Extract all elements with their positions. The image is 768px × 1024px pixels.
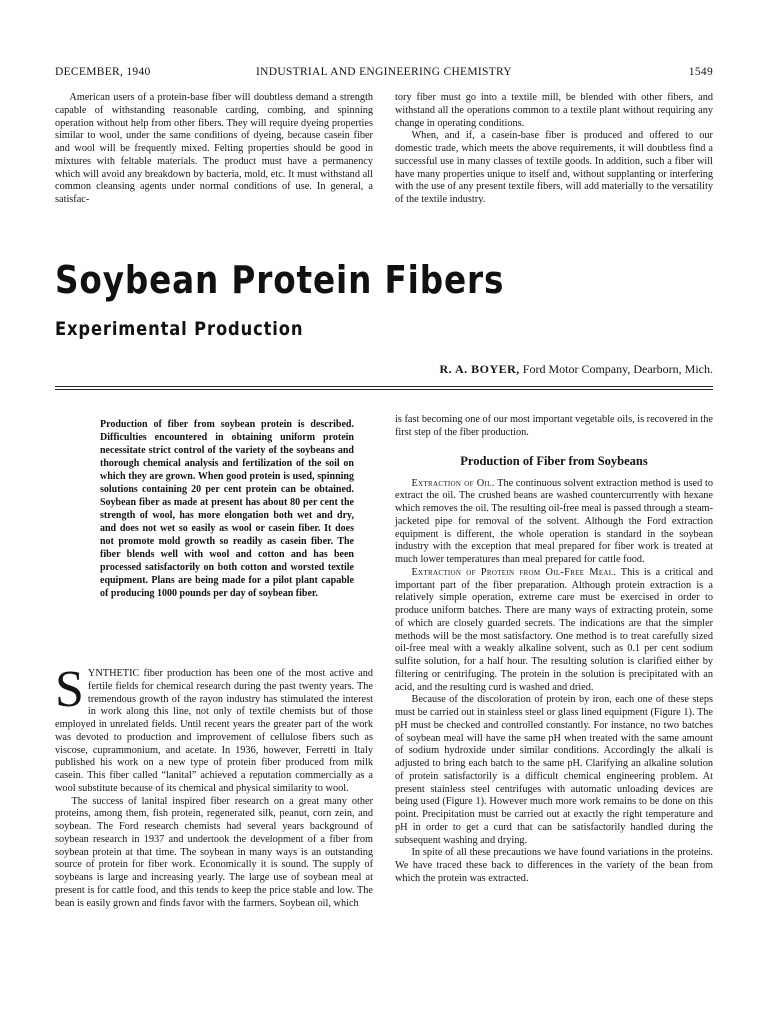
body-paragraph: The success of lanital inspired fiber research on a great many other proteins, among them, fish protein, regenerated silk, peanut, corn zein, and soybean. The Ford research chemists had several years background of soybean research in 1937 and undertook the development of a fiber from soybean protein at that time. The soybean in many ways is an outstanding source of protein for fiber work. Economically it is sound. The supply of soybeans is large and increasing yearly. The large use of soybean meal at present is for cattle food, and this tends to keep the price stable and low. The bean is easily grown and finds favor with the farmers. Soybean oil, which <box>55 795 373 909</box>
paragraph-text: This is a critical and important part of the fiber preparation. Although protein extraction is a relatively simple operation, extreme care must be exercised in order to produce uniform batches. There are many ways of extracting protein, some of which are closely guarded secrets. The indications are that the simpler methods will be the most satisfactory. One method is to treat carefully sized oil-free meal with a weakly alkaline solvent, such as 0.1 per cent sodium sulfite solution, for a half hour. The resulting solution is clarified either by filtering or centrifuging. The protein in the solution is precipitated with an acid, and the resulting curd is washed and dried. <box>395 566 714 693</box>
oil-extraction-paragraph <box>395 478 713 567</box>
section-heading: Production of Fiber from Soybeans <box>460 453 648 468</box>
article-subtitle: Experimental Production <box>55 318 304 340</box>
intro-text: YNTHETIC fiber production has been one of the most active and fertile fields for chemical research during the past twenty years. The tremendous growth of the rayon industry has stimulated the interest in work along this line, not only of textile chemists but of those employed in unrelated fields. Until recent years the greater part of the work was devoted to production and improvement of cellulose fibers such as viscose, cuprammonium, and acetate. In 1936, however, Ferretti in Italy published his work on a new type of protein fiber produced from milk casein. This fiber called “lanital” achieved a reputation commercially as a wool substitute because of its chemical and physical similarity to wool. <box>55 668 373 794</box>
author-affiliation: Ford Motor Company, Dearborn, Mich. <box>522 362 713 376</box>
drop-cap: S <box>55 661 84 718</box>
title-rule <box>55 386 713 390</box>
header-date: DECEMBER, 1940 <box>55 66 151 78</box>
body-paragraph: In spite of all these precautions we have found variations in the proteins. We have traced these back to differences in the variety of the bean from which the protein was extracted. <box>395 847 713 884</box>
body-paragraph: Because of the discoloration of protein by iron, each one of these steps must be carried out in stainless steel or glass lined equipment (Figure 1). The pH must be checked and controlled constantly. For instance, no two batches of soybean meal will have the same pH when treated with the same amount of sodium hydroxide under similar conditions. Accordingly the alkali is adjusted to bring each batch to the same pH. Clarifying an alkaline solution of protein satisfactorily is a difficult chemical engineering problem. At present stainless steel centrifuges with automatic unloading devices are being used (Figure 1). However much more work remains to be done on this point. Precipitation must be carried out at exactly the right temperature and pH in order to get a curd that can be satisfactorily handled during the subsequent washing and drying. <box>395 694 713 846</box>
body-right-column <box>395 414 713 886</box>
preceding-paragraph: When, and if, a casein-base fiber is produced and offered to our domestic trade, which meets the above requirements, it will doubtless find a successful use in many classes of textile goods. In addition, such a fiber will have many properties unique to itself and, without supplanting or interfering with the use of any present textile fibers, will add materially to the versatility of the textile industry. <box>395 130 713 205</box>
preceding-paragraph: tory fiber must go into a textile mill, be blended with other fibers, and withstand all the operations common to a textile plant without requiring any change in operating conditions. <box>395 92 713 129</box>
preceding-article-left-column <box>55 92 373 207</box>
author-line <box>439 362 713 377</box>
abstract: Production of fiber from soybean protein is described. Difficulties encountered in obtaining uniform protein necessitate strict control of the variety of the soybeans and thorough chemical analysis and fertilization of the soil on which they are grown. When good protein is used, spinning solutions containing 20 per cent protein can be obtained. Soybean fiber as made at present has about 80 per cent the strength of wool, has more elongation both wet and dry, and does not wet so easily as wool or casein fiber. It does not promote mold growth so readily as casein fiber. The fiber blends well with wool and cotton and has been processed satisfactorily on both cotton and worsted textile equipment. Plans are being made for a pilot plant capable of producing 1000 pounds per day of soybean fiber. <box>100 419 354 599</box>
protein-extraction-paragraph <box>395 567 713 695</box>
body-paragraph: is fast becoming one of our most important vegetable oils, is recovered in the first step of the fiber production. <box>395 414 713 438</box>
header-page-number: 1549 <box>688 66 713 78</box>
preceding-article-right-column <box>395 92 713 207</box>
runin-heading: Extraction of Protein from Oil-Free Meal. <box>411 566 617 578</box>
header-journal: INDUSTRIAL AND ENGINEERING CHEMISTRY <box>255 66 513 78</box>
intro-paragraph <box>55 661 373 796</box>
body-left-column <box>55 661 373 910</box>
article-title: Soybean Protein Fibers <box>55 258 505 302</box>
paragraph-text: The continuous solvent extraction method is used to extract the oil. The crushed beans are washed countercurrently with hexane which removes the oil. The resulting oil-free meal is passed through a steam-jacketed pipe for removal of the solvent. Although the Ford extraction equipment is different, the whole operation is standard in the soybean industry with the exception that meal prepared for fiber work is treated at much lower temperatures than meal prepared for cattle food. <box>395 477 713 565</box>
running-header <box>55 66 713 80</box>
runin-heading: Extraction of Oil. <box>411 477 495 489</box>
preceding-paragraph: American users of a protein-base fiber will doubtless demand a strength capable of withstanding reasonable carding, combing, and spinning operation without help from other fibers. They will require dyeing properties similar to wool, under the same conditions of dyeing, because casein fiber and wool will be frequently mixed. Felting properties should be good in mixtures with feltable materials. The product must have a permanency which will avoid any breakdown by bacteria, mold, etc. It must withstand all common cleansing agents under normal conditions of use. In general, a satisfac- <box>55 92 373 205</box>
author-name: R. A. BOYER, <box>439 362 520 376</box>
